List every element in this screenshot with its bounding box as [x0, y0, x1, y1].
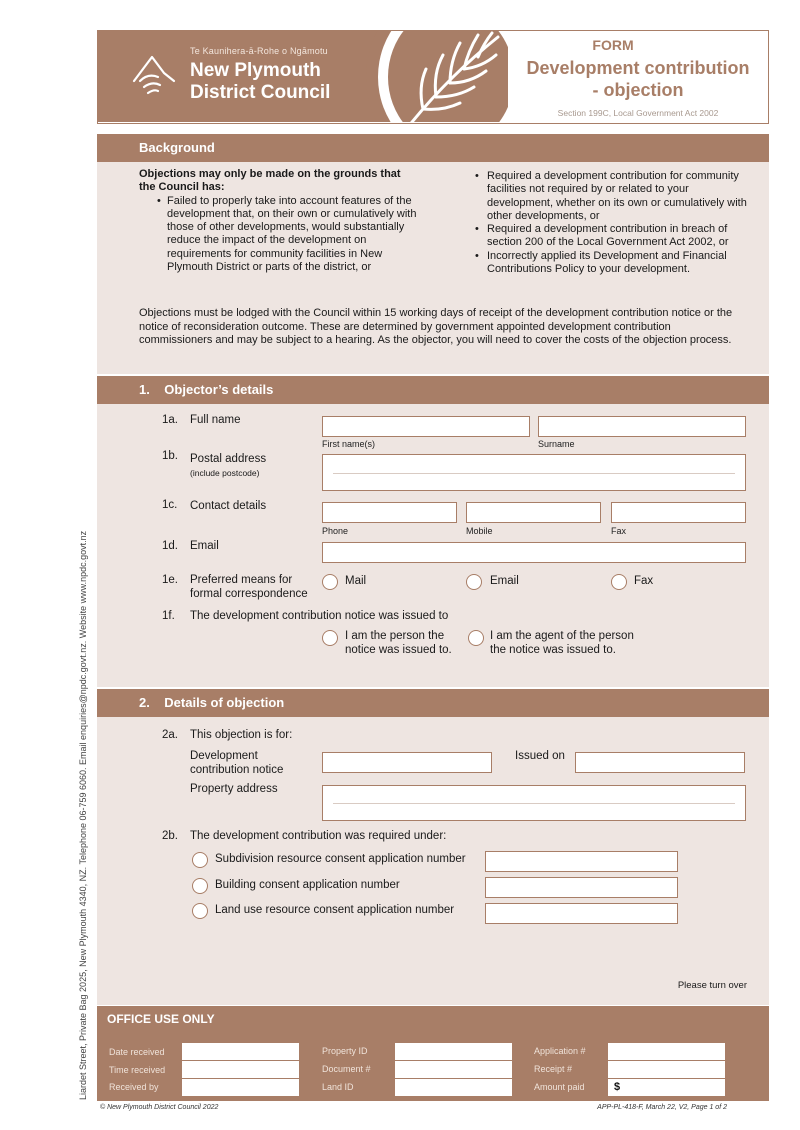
- agent-option-label: I am the agent of the person the notice was issued to.: [490, 630, 634, 656]
- form-reference: APP-PL-418-F, March 22, V2, Page 1 of 2: [597, 1104, 727, 1111]
- fax-field[interactable]: [611, 502, 746, 523]
- subdivision-radio[interactable]: [192, 852, 208, 868]
- surname-caption: Surname: [538, 439, 575, 449]
- background-section: [97, 134, 769, 374]
- background-intro: Objections may only be made on the grounds that the Council has:: [139, 168, 401, 194]
- document-no-label: Document #: [322, 1064, 371, 1074]
- background-paragraph: Objections must be lodged with the Council within 15 working days of receipt of the development contribution notice or the notice of reconsideration outcome. These are determined by government appointed development contribution commissioners and may be subject to a hearing. As the objector, you will need to cover the costs of the objection process.: [139, 307, 733, 346]
- list-item: • Required a development contribution in breach of section 200 of the Local Government Act 2002, or: [459, 223, 749, 250]
- date-received-label: Date received: [109, 1047, 165, 1057]
- question-number: 1c.: [162, 499, 178, 511]
- mail-option-label: Mail: [345, 575, 367, 587]
- landuse-option-label: Land use resource consent application number: [215, 904, 455, 916]
- surname-field[interactable]: [538, 416, 746, 437]
- received-by-field[interactable]: [182, 1079, 299, 1096]
- fern-leaf-graphic: [388, 31, 508, 122]
- landuse-radio[interactable]: [192, 903, 208, 919]
- phone-field[interactable]: [322, 502, 457, 523]
- mobile-field[interactable]: [466, 502, 601, 523]
- application-no-label: Application #: [534, 1046, 586, 1056]
- form-subtitle: Section 199C, Local Government Act 2002: [557, 108, 719, 118]
- list-item: • Failed to properly take into account features of the development that, on their own or cumulatively with those of other developments, would substantially reduce the impact of the development on requirements for community facilities in New Plymouth District or parts of the district, or: [139, 195, 419, 275]
- property-id-field[interactable]: [395, 1043, 512, 1060]
- application-no-field[interactable]: [608, 1043, 725, 1060]
- background-right-column: [459, 170, 749, 276]
- copyright: © New Plymouth District Council 2022: [100, 1104, 219, 1111]
- full-name-label: Full name: [190, 414, 241, 426]
- date-received-field[interactable]: [182, 1043, 299, 1060]
- land-id-field[interactable]: [395, 1079, 512, 1096]
- issued-on-field[interactable]: [575, 752, 745, 773]
- building-radio[interactable]: [192, 878, 208, 894]
- time-received-field[interactable]: [182, 1061, 299, 1078]
- fax-caption: Fax: [611, 526, 627, 536]
- person-option-label: I am the person the notice was issued to.: [345, 630, 452, 656]
- question-number: 1b.: [162, 450, 178, 462]
- building-option-label: Building consent application number: [215, 879, 400, 891]
- property-id-label: Property ID: [322, 1046, 368, 1056]
- property-address-field[interactable]: [322, 785, 746, 821]
- question-number: 1d.: [162, 540, 178, 552]
- person-radio[interactable]: [322, 630, 338, 646]
- section-heading: 2. Details of objection: [97, 689, 769, 717]
- subdivision-option-label: Subdivision resource consent application number: [215, 853, 466, 865]
- form-title: Development contribution - objection: [526, 58, 750, 100]
- contact-details-label: Contact details: [190, 500, 267, 512]
- council-logo-icon: [130, 51, 178, 102]
- landuse-number-field[interactable]: [485, 903, 678, 924]
- mobile-caption: Mobile: [466, 526, 493, 536]
- side-contact-details: Liardet Street, Private Bag 2025, New Plymouth 4340, NZ. Telephone 06-759 6060. Email enquiries@npdc.govt.nz. Website www.npdc.govt.nz: [78, 530, 88, 1100]
- amount-paid-label: Amount paid: [534, 1082, 585, 1092]
- dcn-field[interactable]: [322, 752, 492, 773]
- receipt-no-field[interactable]: [608, 1061, 725, 1078]
- subdivision-number-field[interactable]: [485, 851, 678, 872]
- question-number: 1a.: [162, 414, 178, 426]
- council-tagline: Te Kaunihera-ā-Rohe o Ngāmotu: [190, 46, 328, 56]
- phone-caption: Phone: [322, 526, 349, 536]
- preferred-means-label: Preferred means for formal correspondence: [190, 574, 308, 600]
- notice-issued-label: The development contribution notice was issued to: [190, 610, 449, 622]
- email-radio[interactable]: [466, 574, 482, 590]
- fax-radio[interactable]: [611, 574, 627, 590]
- building-number-field[interactable]: [485, 877, 678, 898]
- postal-address-label: Postal address (include postcode): [190, 453, 267, 478]
- list-item: • Incorrectly applied its Development and Financial Contributions Policy to your development.: [459, 250, 749, 277]
- dcn-label: Development contribution notice: [190, 750, 284, 776]
- section-heading: Background: [97, 134, 769, 162]
- document-no-field[interactable]: [395, 1061, 512, 1078]
- background-left-column: [139, 168, 419, 274]
- question-number: 2a.: [162, 729, 178, 741]
- amount-paid-field[interactable]: [608, 1079, 725, 1096]
- objection-details-section: [97, 689, 769, 1005]
- office-use-section: [97, 1006, 769, 1101]
- form-header: [97, 30, 769, 124]
- question-number: 2b.: [162, 830, 178, 842]
- agent-radio[interactable]: [468, 630, 484, 646]
- first-name-caption: First name(s): [322, 439, 376, 449]
- question-number: 1e.: [162, 574, 178, 586]
- issued-on-label: Issued on: [515, 750, 565, 762]
- council-name: New Plymouth District Council: [190, 60, 331, 103]
- receipt-no-label: Receipt #: [534, 1064, 573, 1074]
- time-received-label: Time received: [109, 1065, 166, 1075]
- email-field[interactable]: [322, 542, 746, 563]
- received-by-label: Received by: [109, 1082, 159, 1092]
- email-label: Email: [190, 540, 219, 552]
- fax-option-label: Fax: [634, 575, 654, 587]
- question-number: 1f.: [162, 610, 175, 622]
- dollar-sign: $: [614, 1081, 621, 1093]
- list-item: • Required a development contribution for community facilities not required by or related to your development, whether on its own or cumulatively with other developments, or: [459, 170, 749, 223]
- land-id-label: Land ID: [322, 1082, 354, 1092]
- objector-details-section: [97, 376, 769, 687]
- email-option-label: Email: [490, 575, 519, 587]
- mail-radio[interactable]: [322, 574, 338, 590]
- form-label: FORM: [592, 37, 634, 53]
- office-use-title: OFFICE USE ONLY: [107, 1012, 215, 1026]
- objection-for-label: This objection is for:: [190, 729, 293, 741]
- postal-address-field[interactable]: [322, 454, 746, 491]
- section-heading: 1. Objector’s details: [97, 376, 769, 404]
- first-name-field[interactable]: [322, 416, 530, 437]
- required-under-label: The development contribution was required under:: [190, 830, 447, 842]
- turn-over-note: Please turn over: [677, 980, 747, 991]
- property-address-label: Property address: [190, 783, 278, 795]
